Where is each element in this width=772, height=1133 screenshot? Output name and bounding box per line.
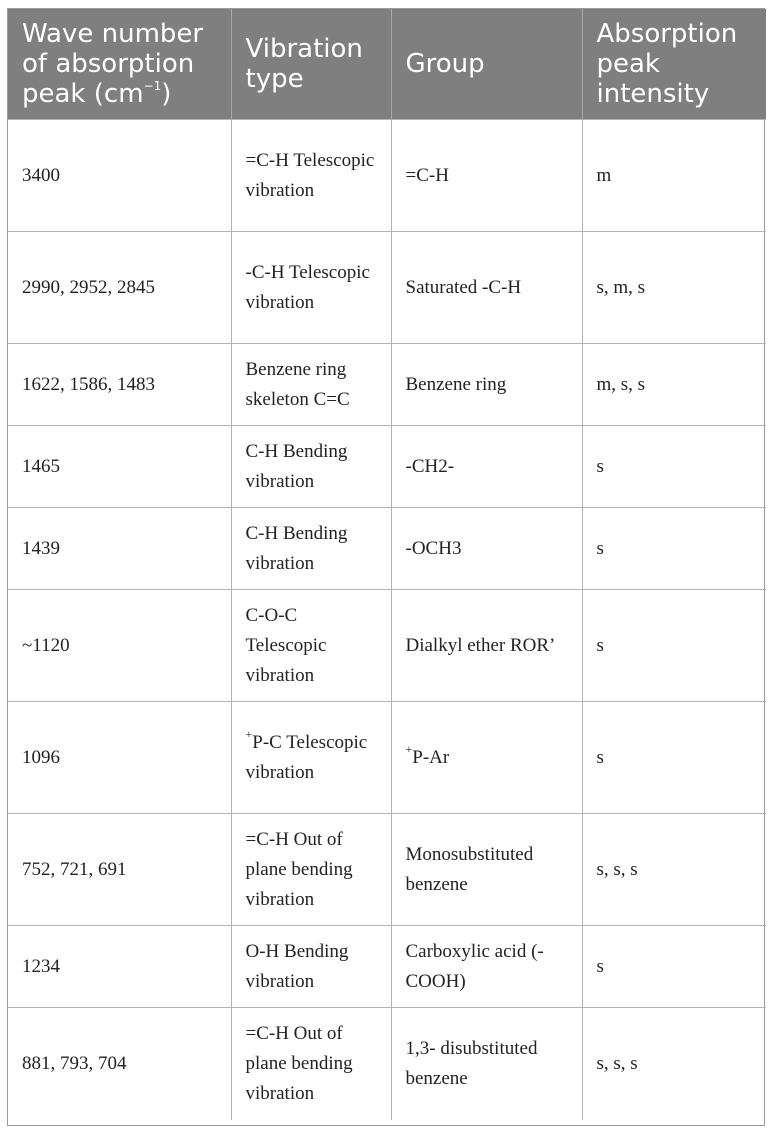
cell-group [391, 702, 582, 814]
cell-group: Carboxylic acid (-COOH) [391, 926, 582, 1008]
cell-group: =C-H [391, 120, 582, 232]
cell-wave-number: 1465 [8, 426, 231, 508]
cell-group-text: P-Ar [412, 746, 450, 768]
cell-wave-number: 1439 [8, 508, 231, 590]
cell-group: 1,3- disubstituted benzene [391, 1008, 582, 1120]
header-wave-superscript: −1 [143, 79, 162, 94]
cell-intensity: s [582, 702, 766, 814]
cell-wave-number: 2990, 2952, 2845 [8, 232, 231, 344]
cell-wave-number: 1096 [8, 702, 231, 814]
table-row [8, 508, 766, 590]
cell-vibration-type: C-H Bending vibration [231, 508, 391, 590]
header-wave-number [8, 9, 231, 120]
cell-intensity: m [582, 120, 766, 232]
cell-vibration-type: Benzene ring skeleton C=C [231, 344, 391, 426]
cell-group: Saturated -C-H [391, 232, 582, 344]
cell-intensity: s, s, s [582, 1008, 766, 1120]
cell-group: -CH2- [391, 426, 582, 508]
cell-group: Benzene ring [391, 344, 582, 426]
ir-absorption-table [8, 9, 766, 1120]
cell-group: -OCH3 [391, 508, 582, 590]
table-row [8, 344, 766, 426]
table-row [8, 590, 766, 702]
cell-group: Dialkyl ether ROR’ [391, 590, 582, 702]
cell-vibration-type: =C-H Out of plane bending vibration [231, 814, 391, 926]
cell-intensity: s [582, 508, 766, 590]
cell-vibration-type: -C-H Telescopic vibration [231, 232, 391, 344]
cell-intensity: s, m, s [582, 232, 766, 344]
cell-group-superscript: + [405, 742, 413, 757]
cell-vibration-type: =C-H Out of plane bending vibration [231, 1008, 391, 1120]
cell-vibration-type: O-H Bending vibration [231, 926, 391, 1008]
table-header-row [8, 9, 766, 120]
cell-group: Monosubstituted benzene [391, 814, 582, 926]
header-group: Group [391, 9, 582, 120]
ir-absorption-table-container [7, 8, 765, 1126]
cell-vibration-type: =C-H Telescopic vibration [231, 120, 391, 232]
table-row [8, 120, 766, 232]
table-row [8, 814, 766, 926]
table-row [8, 926, 766, 1008]
cell-wave-number: 752, 721, 691 [8, 814, 231, 926]
cell-vibration-text: P-C Telescopic vibration [245, 731, 368, 783]
header-wave-text: Wave number of absorption peak (cm [22, 19, 204, 109]
cell-wave-number: ~1120 [8, 590, 231, 702]
cell-intensity: s [582, 926, 766, 1008]
header-wave-close: ) [161, 79, 172, 109]
cell-intensity: m, s, s [582, 344, 766, 426]
header-absorption-intensity: Absorption peak intensity [582, 9, 766, 120]
cell-wave-number: 1234 [8, 926, 231, 1008]
cell-wave-number: 881, 793, 704 [8, 1008, 231, 1120]
table-row [8, 232, 766, 344]
cell-vibration-type: C-H Bending vibration [231, 426, 391, 508]
cell-wave-number: 3400 [8, 120, 231, 232]
cell-intensity: s [582, 426, 766, 508]
table-row [8, 426, 766, 508]
cell-vibration-type [231, 702, 391, 814]
cell-vibration-type: C-O-C Telescopic vibration [231, 590, 391, 702]
cell-vibration-superscript: + [245, 727, 253, 742]
cell-wave-number: 1622, 1586, 1483 [8, 344, 231, 426]
table-row [8, 702, 766, 814]
cell-intensity: s [582, 590, 766, 702]
cell-intensity: s, s, s [582, 814, 766, 926]
header-vibration-type: Vibration type [231, 9, 391, 120]
table-row [8, 1008, 766, 1120]
